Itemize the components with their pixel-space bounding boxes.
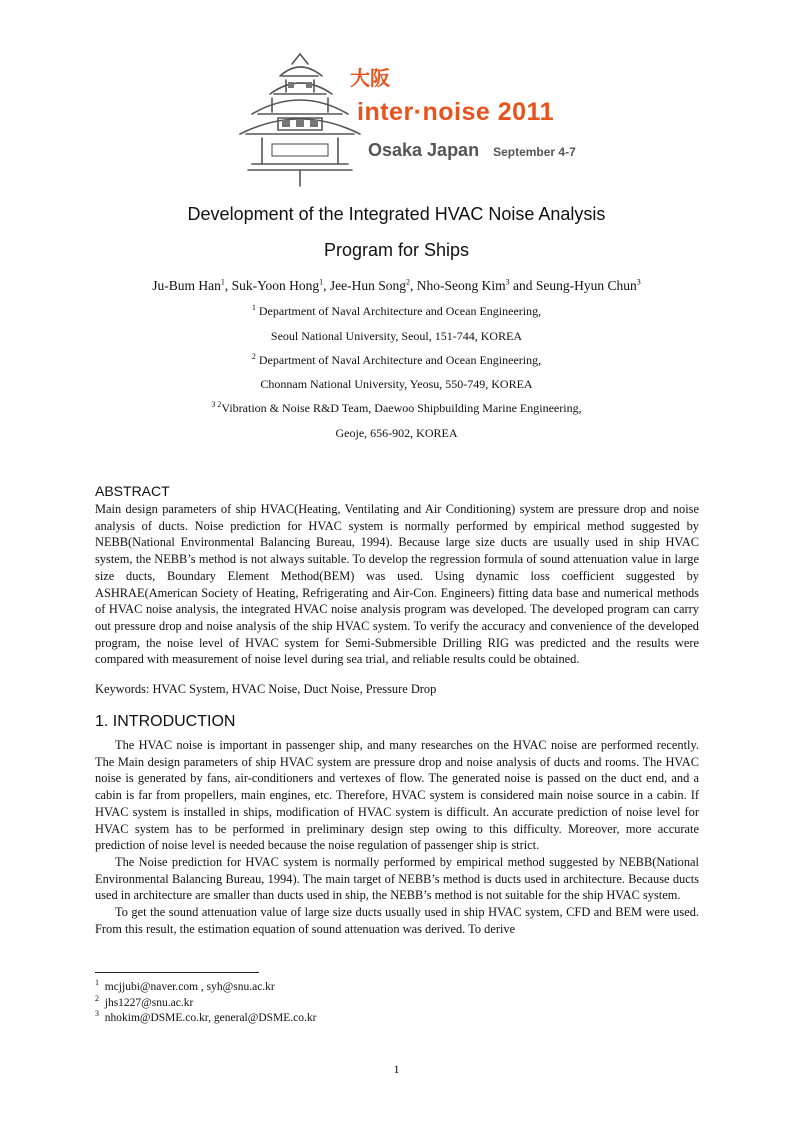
footnote-rule (95, 972, 259, 973)
footnote-text: nhokim@DSME.co.kr, general@DSME.co.kr (104, 1012, 317, 1024)
conference-location-dates (368, 140, 576, 161)
paper-title-line1: Development of the Integrated HVAC Noise Analysis (187, 204, 606, 224)
author-name: Suk-Yoon Hong (231, 278, 320, 293)
affiliation-2-line2: Chonnam National University, Yeosu, 550-749, KOREA (260, 377, 533, 391)
author-name: Ju-Bum Han (152, 278, 221, 293)
affiliation-text: Department of Naval Architecture and Ocean Engineering, (258, 304, 542, 318)
conference-dates: September 4-7 (493, 145, 576, 159)
author-sup: 3 (636, 277, 641, 287)
abstract-text: Main design parameters of ship HVAC(Heating, Ventilating and Air Conditioning) system are pressure drop and noise analysis of ducts. Noise prediction for HVAC system is normally performed by empirical method suggested by NEBB(National Environmental Balancing Bureau, 1994). Because large size ducts are usually used in ship HVAC system, the NEBB’s method is not always suitable. To develop the regression formula of sound attenuation value in large size ducts, Boundary Element Method(BEM) was used. Using dynamic loss coefficient suggested by ASHRAE(American Society of Heating, Refrigerating and Air-Con. Engineers) fitting data base and numerical methods of HVAC noise analysis, the integrated HVAC noise analysis program was developed. The developed program can carry out pressure drop and noise analysis of the ship HVAC system. To verify the accuracy and convenience of the developed program, the noise level of HVAC system for Semi-Submersible Drilling RIG was predicted and the results were compared with measurement of noise level during sea trial, and reliable results could be obtained. (95, 502, 699, 667)
author-list (0, 278, 793, 294)
keywords: Keywords: HVAC System, HVAC Noise, Duct Noise, Pressure Drop (95, 682, 437, 696)
logo-kanji: 大阪 (350, 66, 390, 90)
author-name: Nho-Seong Kim (416, 278, 506, 293)
author-name: Jee-Hun Song (329, 278, 407, 293)
affiliation-text: Department of Naval Architecture and Ocean Engineering, (258, 353, 542, 367)
conference-location: Osaka Japan (368, 140, 480, 160)
affiliation-2-line1 (0, 353, 793, 368)
abstract-heading: ABSTRACT (95, 483, 170, 499)
author-sup: 3 (505, 277, 510, 287)
paragraph: To get the sound attenuation value of large size ducts usually used in ship HVAC system, CFD and BEM were used. From this result, the estimation equation of sound attenuation was derived. To derive (95, 905, 699, 936)
footnotes (95, 980, 316, 1027)
author-sup: 1 (220, 277, 225, 287)
affiliation-3-line1 (0, 401, 793, 416)
introduction-body (95, 737, 699, 937)
footnote (95, 993, 316, 1012)
author-sep: , (410, 278, 417, 293)
affiliation-sup: 2 (251, 352, 256, 361)
affiliation-1-line2: Seoul National University, Seoul, 151-744, KOREA (270, 329, 523, 343)
introduction-heading: 1. INTRODUCTION (95, 713, 236, 730)
author-name: Seung-Hyun Chun (535, 278, 637, 293)
paragraph: The Noise prediction for HVAC system is normally performed by empirical method suggested by NEBB(National Environmental Balancing Bureau, 1994). The main target of NEBB’s method is ducts used in architecture. Because ducts used in architecture are smaller than ducts used in ship, the NEBB’s method is not suitable for the ship HVAC system. (95, 854, 699, 903)
paper-title-line2: Program for Ships (323, 240, 470, 260)
author-sep: , (224, 278, 232, 293)
footnote (95, 980, 316, 996)
paragraph: The HVAC noise is important in passenger ship, and many researches on the HVAC noise are performed recently. The Main design parameters of ship HVAC system are pressure drop and noise analysis of ducts and rooms. The HVAC noise is generated by fans, air-conditioners and vertexes of flow. The generated noise is passed on the duct end, and a cabin is far from propellers, main engines, etc. Therefore, HVAC system is considered main noise source in a cabin. If HVAC system is installed in ships, modification of HVAC system is difficult. An accurate prediction of noise level for HVAC system has to be performed in preliminary design step owing to this difficulty. Moreover, more accurate prediction of noise level is needed because the noise regulation of passenger ship is strict. (95, 738, 699, 853)
footnote-text: mcjjubi@naver.com , syh@snu.ac.kr (104, 981, 275, 993)
affiliation-text: Vibration & Noise R&D Team, Daewoo Shipbuilding Marine Engineering, (221, 401, 582, 415)
affiliation-3-line2: Geoje, 656-902, KOREA (335, 426, 458, 440)
footnote-sup: 1 (95, 978, 99, 988)
author-sep: , (323, 278, 330, 293)
footnote-sup: 2 (95, 993, 99, 1003)
footnote-text: jhs1227@snu.ac.kr (104, 996, 194, 1009)
author-sup: 2 (406, 277, 411, 287)
footnote (95, 1011, 316, 1027)
affiliation-sup: 1 (251, 303, 256, 312)
footnote-sup: 3 (95, 1009, 99, 1019)
author-sep: and (509, 278, 536, 293)
affiliation-1-line1 (0, 304, 793, 319)
author-sup: 1 (319, 277, 324, 287)
affiliation-sup: 3 2 (211, 400, 222, 409)
page-number: 1 (393, 1062, 400, 1076)
conference-name: inter·noise 2011 (357, 98, 554, 126)
